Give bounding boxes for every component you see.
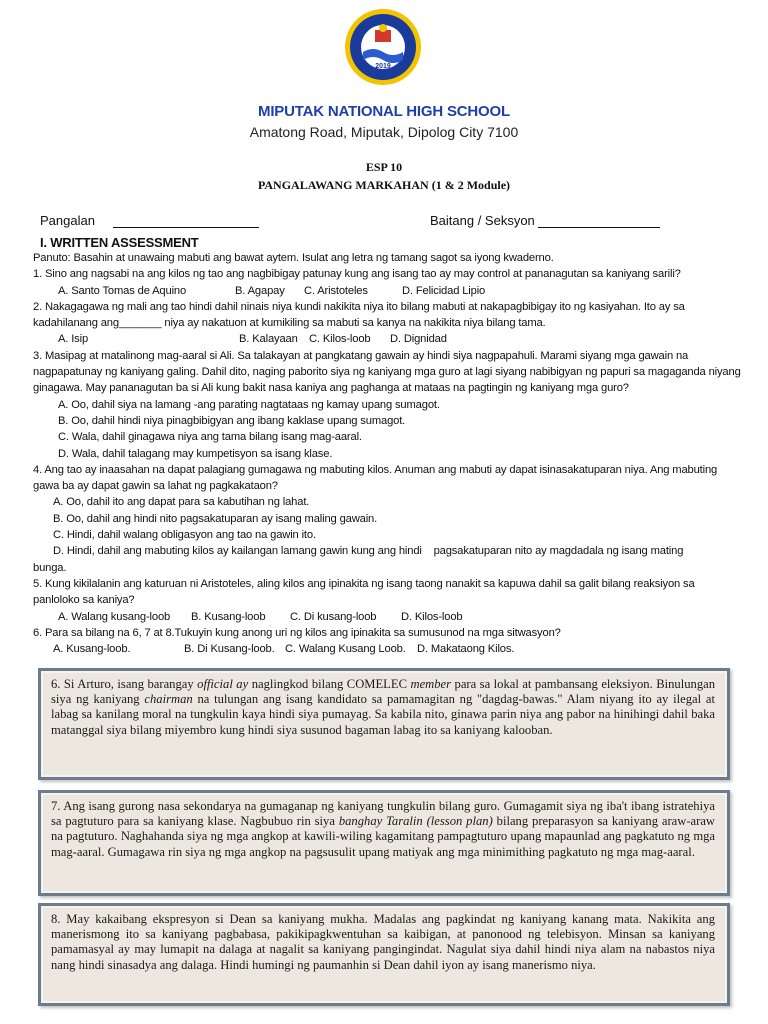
situation-6-italic: member [410, 677, 452, 691]
question-6: 6. Para sa bilang na 6, 7 at 8.Tukuyin kung anong uri ng kilos ang ipinakita sa sumusunod na mga sitwasyon? [33, 626, 561, 639]
option: B. Agapay [235, 284, 285, 297]
name-label: Pangalan [40, 213, 95, 228]
situation-7-italic: banghay Taralin (lesson plan) [338, 814, 493, 829]
question-3-option-d: D. Wala, dahil talagang may kumpetisyon sa isang klase. [58, 447, 333, 460]
option: A. Kusang-loob. [53, 643, 131, 656]
grade-section-field[interactable] [430, 213, 660, 228]
option: C. Walang Kusang Loob. [285, 643, 406, 656]
situation-8-box [38, 903, 730, 1006]
quarter-title: PANGALAWANG MARKAHAN (1 & 2 Module) [257, 178, 511, 192]
option: D. Kilos-loob [401, 610, 463, 623]
question-3: 3. Masipag at matalinong mag-aaral si Ali. Sa talakayan at pangkatang gawain ay hindi siya nagpapahuli. Marami siyang mga gawain na nagpapatunay ng kaniyang galing. Dahil dito, naging paborito siya ng kaniyang mga guro at lagi siyang nabibigyan ng papuri sa magaganda niyang ginagawa. May pananagutan ba si Ali kung bakit nasa kaniya ang paghanga at mataas na pagtingin ng kaniyang mga guro? [33, 349, 741, 395]
option: B. Kalayaan [239, 333, 298, 346]
situation-6-text: para sa lokal at pambansang eleksiyon. Binulungan siya ng kaniyang [51, 677, 716, 707]
question-3-option-a: A. Oo, dahil siya na lamang -ang parating nagtataas ng kamay upang sumagot. [58, 398, 440, 411]
option: A. Santo Tomas de Aquino [58, 284, 187, 297]
questions [33, 250, 743, 657]
option: C. Di kusang-loob [290, 610, 377, 623]
situation-6-text: na tulungan ang isang kandidato sa pamamagitan ng "dagdag-bawas." Alam niyang ito ay ilegal at labag sa kanilang moral na tungkulin kaya hindi siya pumayag. Sa kabila nito, ginawa parin niya ang pabor na hinihingi dahil baka matanggal siya bilang miyembro kung hindi siya susunod bagaman labag ito sa kaniyang kalooban. [51, 692, 715, 737]
situation-7-box [38, 790, 730, 896]
question-3-option-c: C. Wala, dahil ginagawa niya ang tama bilang isang mag-aaral. [58, 431, 362, 444]
name-blank [113, 215, 259, 228]
option: C. Kilos-loob [309, 333, 371, 346]
question-2-options [33, 331, 743, 347]
question-3-option-b: B. Oo, dahil hindi niya pinagbibigyan ang ibang kaklase upang sumagot. [58, 414, 406, 427]
grade-section-label: Baitang / Seksyon [430, 213, 535, 228]
situation-6-italic: official ay [197, 677, 249, 691]
logo-year: 2019 [375, 63, 391, 70]
option-d-part: D. Hindi, dahil ang mabuting kilos ay kailangan lamang gawin kung ang hindi [53, 545, 422, 558]
question-2: 2. Nakagagawa ng mali ang tao hindi dahil ninais niya kundi nakikita niya ito bilang mabuti at nakapagbibigay ito ng kasiyahan. Ito ay sa kadahilanang ang_______ niya ay nakatuon at kumikiling sa mabuti sa kanya na nakikita niya bilang tama. [33, 300, 685, 330]
question-4-option-d-end: bunga. [33, 561, 67, 574]
option: D. Dignidad [390, 333, 447, 346]
option: A. Isip [58, 333, 89, 346]
option: D. Felicidad Lipio [402, 284, 486, 297]
situation-6-text: 6. Si Arturo, isang barangay [51, 677, 198, 691]
situation-6-text: naglingkod bilang COMELEC [248, 677, 411, 691]
school-name: MIPUTAK NATIONAL HIGH SCHOOL [258, 103, 510, 120]
option: D. Makataong Kilos. [417, 643, 515, 656]
situation-6-box [38, 668, 730, 780]
situation-7-text: bilang preparasyon sa kaniyang araw-araw na pagtuturo. Naghahanda siya ng mga angkop at kawili-wiling kagamitang pampagtuturo upang mapaunlad ang pagkatuto ng mga mag-aaral. Gumagawa rin siya ng mga angkop na pagsusulit upang matiyak ang mga minimithing pagkatuto ng mga mag-aaral. [51, 814, 716, 859]
option: B. Kusang-loob [191, 610, 266, 623]
question-4: 4. Ang tao ay inaasahan na dapat palagiang gumagawa ng mabuting kilos. Anuman ang mabuti ay dapat isinasakatuparan niya. Ang mabuting gawa ba ay dapat gawin sa lahat ng pagkakataon? [33, 463, 718, 493]
question-4-option-a: A. Oo, dahil ito ang dapat para sa kabutihan ng lahat. [53, 496, 310, 509]
situation-6-italic: chairman [144, 692, 193, 707]
option: A. Walang kusang-loob [58, 610, 171, 623]
option: B. Di Kusang-loob. [184, 643, 275, 656]
question-4-option-d [33, 543, 743, 559]
option-d-part: pagsakatuparan nito ay magdadala ng isang mating [433, 545, 684, 558]
situation-8-text: 8. May kakaibang ekspresyon si Dean sa kaniyang mukha. Madalas ang pagkindat ng kaniyang kanang mata. Nakikita ang manerismong ito sa kaniyang pagbabasa, pakikipagkwentuhan sa kaibigan, at panonood ng telebisyon. Minsan sa kaniyang pamamasyal ay may lumapit na dalaga at nagalit sa kaniyang pangingindat. Nagulat siya dahil hindi niya alam na nabastos niya nang hindi sinasadya ang dalaga. Hindi humingi ng paumanhin si Dean dahil iyon ay isang manerismo niya. [51, 912, 715, 972]
school-address: Amatong Road, Miputak, Dipolog City 7100 [249, 124, 519, 140]
question-4-option-c: C. Hindi, dahil walang obligasyon ang tao na gawin ito. [53, 529, 316, 542]
question-5: 5. Kung kikilalanin ang katuruan ni Aristoteles, aling kilos ang ipinakita ng isang taong nanakit sa kapuwa dahil sa galit bilang reaksiyon sa panloloko sa kaniya? [33, 577, 695, 607]
option: C. Aristoteles [304, 284, 368, 297]
question-6-options [33, 641, 743, 657]
question-1: 1. Sino ang nagsabi na ang kilos ng tao ang nagbibigay patunay kung ang isang tao ay may control at pananagutan sa kaniyang sarili? [33, 268, 681, 281]
subject-title: ESP 10 [365, 160, 403, 174]
question-5-options [33, 609, 743, 625]
name-field[interactable] [40, 213, 259, 228]
instructions: Panuto: Basahin at unawaing mabuti ang bawat aytem. Isulat ang letra ng tamang sagot sa iyong kwaderno. [33, 252, 554, 264]
question-4-option-b: B. Oo, dahil ang hindi nito pagsakatuparan ay isang maling gawain. [53, 512, 378, 525]
question-1-options [33, 283, 743, 299]
section-title: I. WRITTEN ASSESSMENT [40, 235, 199, 250]
school-logo-icon [344, 8, 422, 86]
situation-7-text: 7. Ang isang gurong nasa sekondarya na gumaganap ng kaniyang tungkulin bilang guro. Gumagamit siya ng iba't ibang istratehiya sa pagtuturo para sa kaniyang klase. Nagbubuo rin siya [51, 799, 715, 829]
grade-section-blank [538, 215, 660, 228]
